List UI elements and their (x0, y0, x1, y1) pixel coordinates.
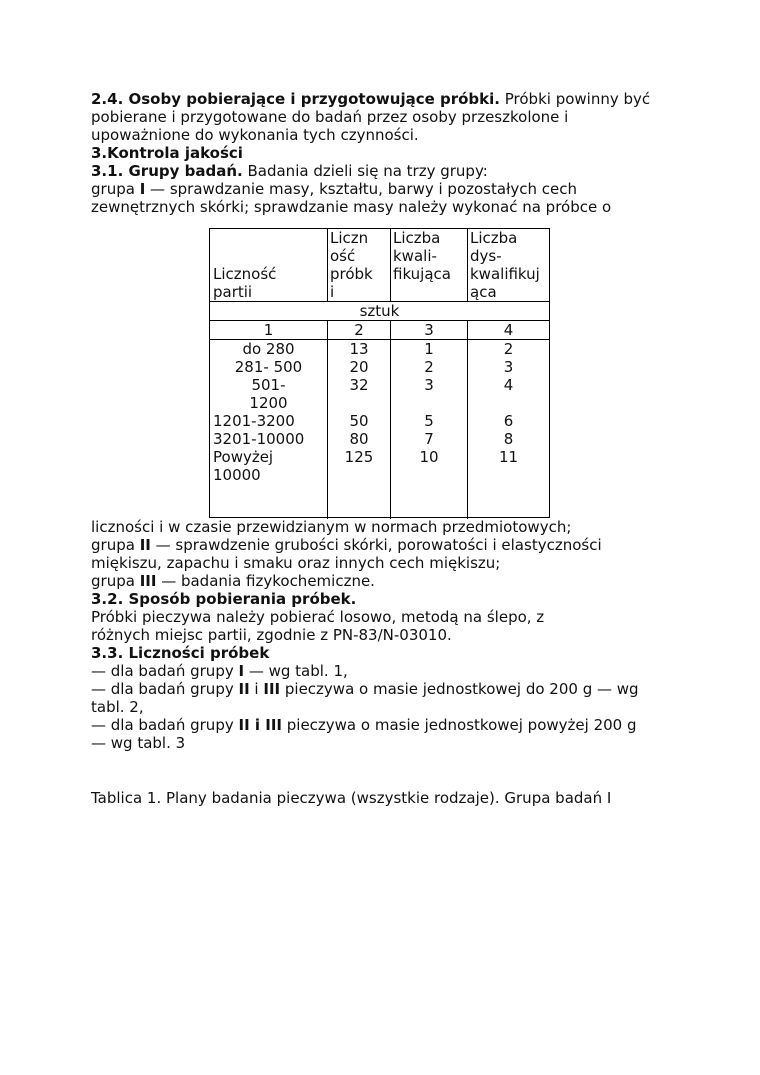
table-cell-sample: 20 (349, 358, 369, 376)
after-line-3: miękiszu, zapachu i smaku oraz innych cech miękiszu; (91, 554, 501, 572)
sample-plan-table (209, 228, 550, 518)
table-cell-accept: 10 (419, 448, 439, 466)
header-sample-size (330, 229, 373, 301)
section-3-3-heading (91, 644, 681, 662)
section-3-3-line-5: — wg tabl. 3 (91, 734, 186, 752)
table-cell-reject: 3 (503, 358, 514, 376)
section-3-3-line-4 (91, 716, 681, 734)
header-text: Liczność (213, 265, 277, 283)
section-2-4-line-1 (91, 90, 681, 108)
table-cell-lot: 281- 500 (234, 358, 303, 376)
list-text: — dla badań grupy (91, 662, 239, 680)
table-cell-accept: 7 (424, 430, 434, 448)
group-desc: — sprawdzenie grubości skórki, porowatości i elastyczności (150, 536, 602, 554)
col-number-3: 3 (424, 321, 434, 339)
section-3-3-line-1 (91, 662, 681, 680)
table-cell-sample: 80 (349, 430, 369, 448)
section-2-4-text: Próbki powinny być (499, 90, 651, 108)
header-reject-number (470, 229, 540, 301)
document-body-continued (91, 518, 681, 752)
section-3-1-line-2 (91, 180, 681, 198)
table-cell-lot (213, 448, 273, 484)
section-3-2-heading (91, 590, 681, 608)
header-text: i (330, 283, 335, 301)
header-lot-size (213, 265, 276, 301)
group-number: I (139, 180, 146, 198)
section-3-3-line-2 (91, 680, 681, 698)
group-desc: — badania fizykochemiczne. (156, 572, 375, 590)
table-divider (390, 229, 391, 301)
header-accept-number (393, 229, 451, 283)
header-text: partii (213, 283, 253, 301)
table-cell-lot: 3201-10000 (213, 430, 305, 448)
group-label: grupa (91, 536, 140, 554)
header-text: Liczn (330, 229, 369, 247)
section-3-heading (91, 144, 681, 162)
list-text: pieczywa o masie jednostkowej do 200 g — wg (280, 680, 639, 698)
group-number: III (139, 572, 157, 590)
group-label: grupa (91, 572, 140, 590)
list-text: i (249, 680, 264, 698)
col-number-2: 2 (354, 321, 364, 339)
section-3-2-heading-text: 3.2. Sposób pobierania próbek. (91, 590, 357, 608)
table-cell-accept: 2 (424, 358, 434, 376)
document-body (91, 90, 681, 216)
lot-text: 501- (251, 376, 286, 394)
after-line-2 (91, 536, 681, 554)
section-3-1-heading: 3.1. Grupy badań. (91, 162, 243, 180)
group-desc: — sprawdzanie masy, kształtu, barwy i pozostałych cech (145, 180, 577, 198)
col-number-1: 1 (263, 321, 274, 339)
section-2-4-line-2: pobierane i przygotowane do badań przez osoby przeszkolone i (91, 108, 569, 126)
list-text: — dla badań grupy (91, 680, 239, 698)
group-number: I (238, 662, 245, 680)
table-cell-sample: 50 (349, 412, 369, 430)
after-line-1: liczności i w czasie przewidzianym w normach przedmiotowych; (91, 518, 572, 536)
lot-text: 1200 (249, 394, 288, 412)
table-caption: Tablica 1. Plany badania pieczywa (wszystkie rodzaje). Grupa badań I (91, 789, 612, 807)
table-divider (467, 229, 468, 301)
table-cell-lot: 1201-3200 (213, 412, 295, 430)
unit-row: sztuk (359, 302, 400, 320)
header-text: fikująca (393, 265, 451, 283)
header-text: kwali- (393, 247, 437, 265)
after-line-4 (91, 572, 681, 590)
table-cell-sample: 13 (349, 340, 369, 358)
group-number: II i III (238, 716, 282, 734)
section-2-4-heading: 2.4. Osoby pobierające i przygotowujące próbki. (91, 90, 500, 108)
group-label: grupa (91, 180, 140, 198)
table-cell-accept: 3 (424, 376, 434, 394)
section-3-3-line-3: tabl. 2, (91, 698, 144, 716)
section-3-1-text: Badania dzieli się na trzy grupy: (242, 162, 488, 180)
section-3-3-heading-text: 3.3. Liczności próbek (91, 644, 270, 662)
group-number: III (263, 680, 281, 698)
section-3-1-line-3: zewnętrznych skórki; sprawdzanie masy należy wykonać na próbce o (91, 198, 612, 216)
section-3-2-line-1: Próbki pieczywa należy pobierać losowo, metodą na ślepo, z (91, 608, 545, 626)
header-text: ość (330, 247, 356, 265)
list-text: pieczywa o masie jednostkowej powyżej 200 g (281, 716, 637, 734)
header-text: Liczba (470, 229, 518, 247)
table-cell-lot: do 280 (242, 340, 295, 358)
table-divider (327, 229, 328, 301)
table-cell-reject: 8 (503, 430, 514, 448)
list-text: — wg tabl. 1, (244, 662, 348, 680)
header-text: kwalifikuj (470, 265, 540, 283)
section-3-heading-text: 3.Kontrola jakości (91, 144, 243, 162)
col-number-4: 4 (503, 321, 514, 339)
table-cell-reject: 11 (498, 448, 519, 466)
section-2-4-line-3: upoważnione do wykonania tych czynności. (91, 126, 419, 144)
table-cell-lot (210, 376, 327, 412)
table-cell-reject: 2 (503, 340, 514, 358)
table-cell-sample: 125 (344, 448, 374, 466)
table-cell-accept: 5 (424, 412, 434, 430)
header-text: Liczba (393, 229, 441, 247)
section-3-2-line-2: różnych miejsc partii, zgodnie z PN-83/N-03010. (91, 626, 452, 644)
header-text: ąca (470, 283, 497, 301)
group-number: II (238, 680, 250, 698)
table-cell-accept: 1 (424, 340, 434, 358)
section-3-1-line-1 (91, 162, 681, 180)
header-text: dys- (470, 247, 502, 265)
table-cell-reject: 6 (503, 412, 514, 430)
lot-text: Powyżej (213, 448, 274, 466)
header-text: próbk (330, 265, 373, 283)
table-cell-reject: 4 (503, 376, 514, 394)
group-number: II (139, 536, 151, 554)
table-cell-sample: 32 (349, 376, 369, 394)
lot-text: 10000 (213, 466, 261, 484)
list-text: — dla badań grupy (91, 716, 239, 734)
